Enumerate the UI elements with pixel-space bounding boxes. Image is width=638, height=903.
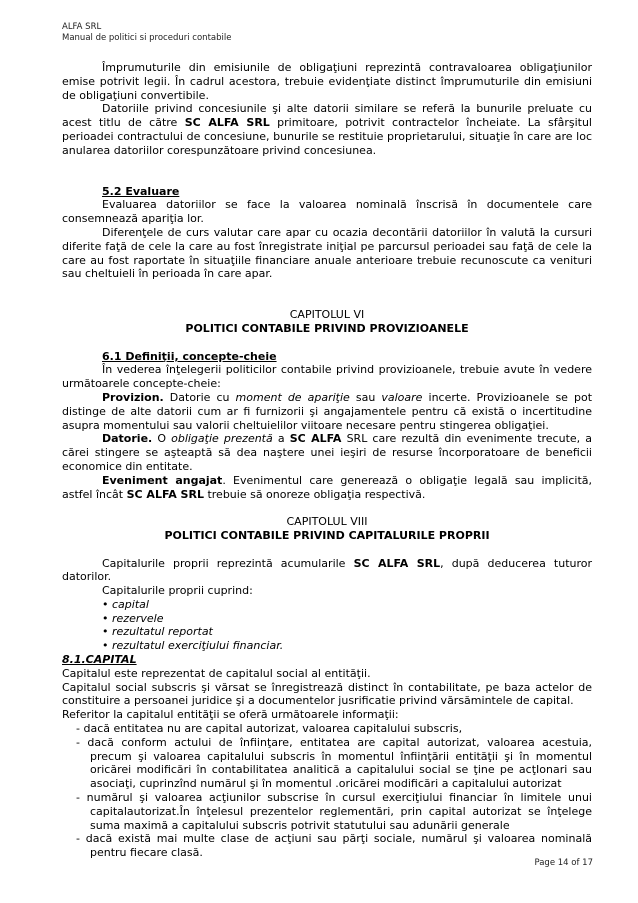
paragraph: Datorie. O obligaţie prezentă a SC ALFA SRL care rezultă din evenimente trecute, a cărei stingere se aşteaptă să dea naştere unei ieşiri de resurse încorporatoare de beneficii economice din entitate. bbox=[62, 432, 593, 473]
list-item: - dacă există mai multe clase de acţiuni sau părţi sociale, numărul şi valoarea nominală pentru fiecare clasă. bbox=[76, 832, 592, 860]
paragraph: Eveniment angajat. Evenimentul care generează o obligaţie legală sau implicită, astfel încât SC ALFA SRL trebuie să onoreze obligaţia respectivă. bbox=[62, 473, 593, 501]
chapter-label: CAPITOLUL VIII bbox=[286, 515, 368, 529]
paragraph: Capitalul este reprezentat de capitalul social al entităţii. bbox=[62, 666, 371, 680]
paragraph: Împrumuturile din emisiunile de obligaţiuni reprezintă contravaloarea obligaţiunilor emise potrivit legii. În cadrul acestora, trebuie evidenţiate distinct împrumuturile din emisiuni de obligaţiuni convertibile. bbox=[62, 61, 592, 102]
list-item: - numărul şi valoarea acţiunilor subscrise în cursul exerciţiului financiar în limitele unui capitalautorizat.În înţelesul prezentelor reglementări, prin capital autorizat se înţelege suma maximă a capitalului subscris potrivit statutului sau adunării generale bbox=[76, 791, 592, 832]
page-number: Page 14 of 17 bbox=[534, 858, 593, 868]
paragraph: Capitalurile proprii reprezintă acumularile SC ALFA SRL, după deducerea tuturor datorilor. bbox=[62, 556, 593, 584]
chapter-title: POLITICI CONTABILE PRIVIND CAPITALURILE PROPRII bbox=[164, 528, 490, 542]
list-item: • capital bbox=[102, 597, 149, 611]
list-item: - dacă conform actului de înfiinţare, entitatea are capital autorizat, valoarea acestuia, precum şi valoarea capitalului subscris în momentul înfiinţării entităţii şi în momentul oricărei modificări în contabilitatea analitică a capitalului social se ţine pe acţIonari sau asociaţi, cuprinzînd numărul şi în momentul .oricărei modificări a capitalului autorizat bbox=[76, 735, 592, 791]
section-title: 8.1.CAPITAL bbox=[62, 653, 137, 667]
list-item: - dacă entitatea nu are capital autorizat, valoarea capitalului subscris, bbox=[76, 722, 463, 736]
list-item: • rezervele bbox=[102, 611, 164, 625]
list-intro: Capitalurile proprii cuprind: bbox=[102, 584, 253, 598]
document-body bbox=[62, 61, 592, 860]
bullet-list bbox=[62, 598, 592, 653]
dash-list bbox=[62, 722, 592, 860]
paragraph: Evaluarea datoriilor se face la valoarea nominală înscrisă în documentele care consemnează apariţia lor. bbox=[62, 198, 592, 226]
list-item: • rezultatul reportat bbox=[102, 625, 213, 639]
paragraph: Referitor la capitalul entităţii se oferă următoarele informaţii: bbox=[62, 708, 399, 722]
header-subtitle: Manual de politici si proceduri contabile bbox=[62, 33, 232, 43]
list-item: • rezultatul exerciţiului financiar. bbox=[102, 639, 284, 653]
chapter-title: POLITICI CONTABILE PRIVIND PROVIZIOANELE bbox=[185, 321, 469, 335]
page-header bbox=[62, 22, 231, 44]
paragraph: Diferenţele de curs valutar care apar cu ocazia decontării datoriilor în valută la cursuri diferite faţă de cele la care au fost înregistrate iniţial pe parcursul perioadei sau faţă de cele la care au fost raportate în situaţiile financiare anuale anterioare trebuie recunoscute ca venituri sau cheltuieli în perioada în care apar. bbox=[62, 225, 592, 281]
paragraph: Datoriile privind concesiunile şi alte datorii similare se referă la bunurile preluate cu acest titlu de către SC ALFA SRL primitoare, potrivit contractelor încheiate. La sfârşitul perioadei contractului de concesiune, bunurile se restituie proprietarului, situaţie în care are loc anularea datoriilor corespunzătoare privind concesiunea. bbox=[62, 102, 592, 157]
header-company: ALFA SRL bbox=[62, 22, 102, 32]
section-title: 5.2 Evaluare bbox=[102, 184, 180, 198]
paragraph: Provizion. Datorie cu moment de apariţie sau valoare incerte. Provizioanele se pot distinge de alte datorii cum ar fi furnizorii şi angajamentele pentru că există o incertitudine asupra momentului sau valorii cheltuielilor viitoare necesare pentru stingerea obligaţiei. bbox=[62, 390, 593, 432]
section-title: 6.1 Definiţii, concepte-cheie bbox=[102, 349, 277, 363]
paragraph: În vederea înţelegerii politicilor contabile privind provizioanele, trebuie avute în vedere următoarele concepte-cheie: bbox=[62, 363, 592, 391]
paragraph: Capitalul social subscris şi vărsat se înregistrează distinct în contabilitate, pe baza actelor de constituire a persoanei juridice şi a documentelor jusrificatie privind vărsămintele de capital. bbox=[62, 680, 592, 708]
chapter-label: CAPITOLUL VI bbox=[289, 308, 365, 322]
